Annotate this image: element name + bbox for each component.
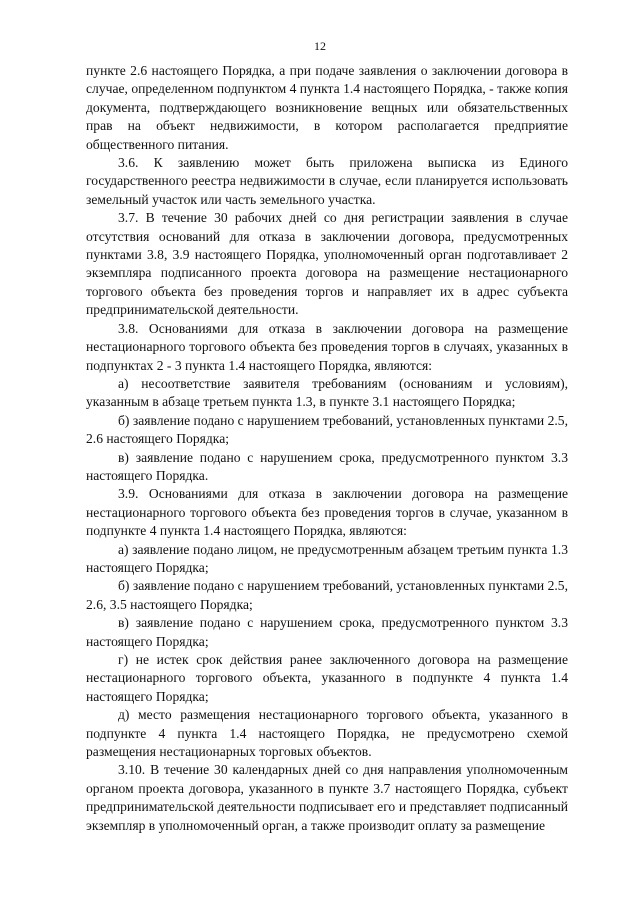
paragraph-3-6: 3.6. К заявлению может быть приложена выписка из Единого государственного реестра недвижимости в случае, если планируется использовать земельный участок или часть земельного участка.: [86, 155, 568, 207]
paragraph-continuation: пункте 2.6 настоящего Порядка, а при подаче заявления о заключении договора в случае, определенном подпунктом 4 пункта 1.4 настоящего Порядка, - также копия документа, подтверждающего возникновение вещных или обязательственных прав на объект недвижимости, в котором располагается предприятие общественного питания.: [86, 63, 568, 152]
paragraph-3-8: 3.8. Основаниями для отказа в заключении договора на размещение нестационарного торгового объекта без проведения торгов в случаях, указанных в подпунктах 2 - 3 пункта 1.4 настоящего Порядка, являются:: [86, 320, 568, 373]
paragraph-3-8-b: б) заявление подано с нарушением требований, установленных пунктами 2.5, 2.6 настоящего Порядка;: [86, 412, 568, 447]
page-number: 12: [314, 39, 326, 53]
paragraph-3-9-a: а) заявление подано лицом, не предусмотренным абзацем третьим пункта 1.3 настоящего Порядка;: [86, 541, 568, 575]
paragraph-3-9-g: г) не истек срок действия ранее заключенного договора на размещение нестационарного торгового объекта, указанного в подпункте 4 пункта 1.4 настоящего Порядка;: [86, 652, 568, 704]
paragraph-3-9-v: в) заявление подано с нарушением срока, предусмотренного пунктом 3.3 настоящего Порядка;: [86, 615, 568, 649]
paragraph-3-10: 3.10. В течение 30 календарных дней со дня направления уполномоченным органом проекта договора, указанного в пункте 3.7 настоящего Порядка, субъект предпринимательской деятельности подписывает его и представляет подписанный экземпляр в уполномоченный орган, а также производит оплату за размещение: [86, 762, 568, 833]
paragraph-3-8-v: в) заявление подано с нарушением срока, предусмотренного пунктом 3.3 настоящего Порядка.: [86, 449, 568, 483]
paragraph-3-9-d: д) место размещения нестационарного торгового объекта, указанного в подпункте 4 пункта 1.4 настоящего Порядка, не предусмотрено схемой размещения нестационарных торговых объектов.: [86, 707, 568, 760]
document-body: [86, 62, 568, 835]
paragraph-3-9-b: б) заявление подано с нарушением требований, установленных пунктами 2.5, 2.6, 3.5 настоящего Порядка;: [86, 578, 568, 612]
paragraph-3-8-a: а) несоответствие заявителя требованиям (основаниям и условиям), указанным в абзаце третьем пункта 1.3, в пункте 3.1 настоящего Порядка;: [86, 375, 568, 410]
paragraph-3-9: 3.9. Основаниями для отказа в заключении договора на размещение нестационарного торгового объекта без проведения торгов в случае, указанном в подпункте 4 пункта 1.4 настоящего Порядка, являются:: [86, 486, 568, 539]
paragraph-3-7: 3.7. В течение 30 рабочих дней со дня регистрации заявления в случае отсутствия оснований для отказа в заключении договора, предусмотренных пунктами 3.8, 3.9 настоящего Порядка, уполномоченный орган подготавливает 2 экземпляра подписанного проекта договора на размещение нестационарного торгового объекта без проведения торгов и направляет их в адрес субъекта предпринимательской деятельности.: [86, 210, 568, 318]
